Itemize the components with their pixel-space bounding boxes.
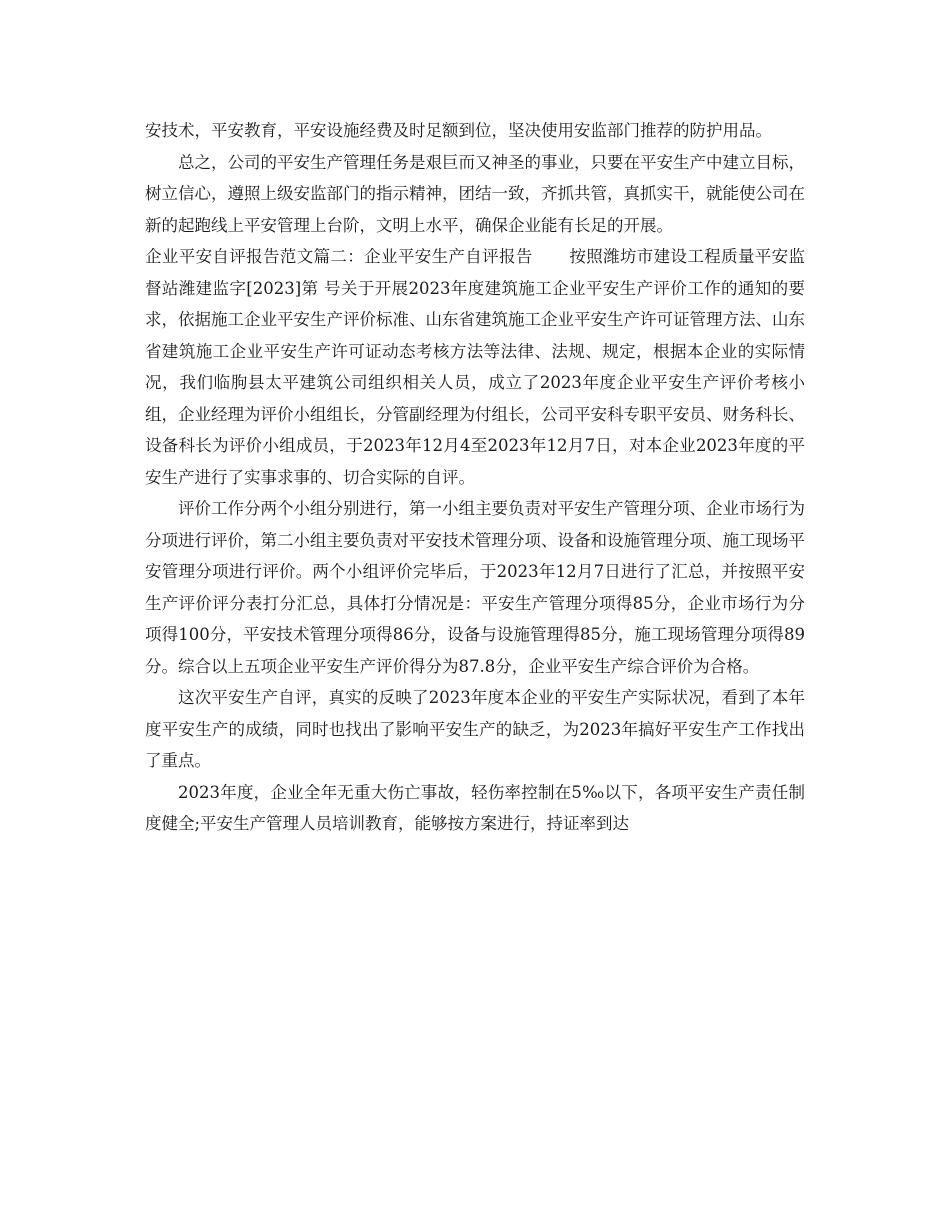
paragraph-text: 这次平安生产自评，真实的反映了2023年度本企业的平安生产实际状况，看到了本年度平安生产的成绩，同时也找出了影响平安生产的缺乏，为2023年搞好平安生产工作找出了重点。 (145, 688, 805, 770)
paragraph-continuation (145, 115, 805, 147)
paragraph-text: 评价工作分两个小组分别进行，第一小组主要负责对平安生产管理分项、企业市场行为分项进行评价，第二小组主要负责对平安技术管理分项、设备和设施管理分项、施工现场平安管理分项进行评价。两个小组评价完毕后，于2023年12月7日进行了汇总，并按照平安生产评价评分表打分汇总，具体打分情况是：平安生产管理分项得85分，企业市场行为分项得100分，平安技术管理分项得86分，设备与设施管理得85分，施工现场管理分项得89分。综合以上五项企业平安生产评价得分为87.8分，企业平安生产综合评价为合格。 (145, 499, 805, 676)
paragraph-text: 按照潍坊市建设工程质量平安监督站潍建监字[2023]第 号关于开展2023年度建筑施工企业平安生产评价工作的通知的要求，依据施工企业平安生产评价标准、山东省建筑施工企业平安生产许可证管理方法、山东省建筑施工企业平安生产许可证动态考核方法等法律、法规、规定，根据本企业的实际情况，我们临朐县太平建筑公司组织相关人员，成立了2023年度企业平安生产评价考核小组，企业经理为评价小组组长，分管副经理为付组长，公司平安科专职平安员、财务科长、设备科长为评价小组成员，于2023年12月4至2023年12月7日，对本企业2023年度的平安生产进行了实事求事的、切合实际的自评。 (145, 247, 806, 487)
paragraph-conclusion (145, 147, 805, 242)
section-heading: 企业平安自评报告范文篇二：企业平安生产自评报告 (145, 247, 533, 266)
paragraph-evaluation (145, 493, 805, 682)
paragraph-report-intro (145, 241, 805, 493)
document-body (145, 115, 805, 840)
paragraph-text: 2023年度，企业全年无重大伤亡事故，轻伤率控制在5‰以下，各项平安生产责任制度健全;平安生产管理人员培训教育，能够按方案进行，持证率到达 (145, 782, 805, 833)
paragraph-annual-status (145, 777, 805, 840)
paragraph-text: 安技术，平安教育，平安设施经费及时足额到位，坚决使用安监部门推荐的防护用品。 (145, 121, 772, 140)
paragraph-text: 总之，公司的平安生产管理任务是艰巨而又神圣的事业，只要在平安生产中建立目标，树立信心，遵照上级安监部门的指示精神，团结一致，齐抓共管，真抓实干，就能使公司在新的起跑线上平安管理上台阶，文明上水平，确保企业能有长足的开展。 (145, 152, 805, 235)
paragraph-summary (145, 682, 805, 777)
